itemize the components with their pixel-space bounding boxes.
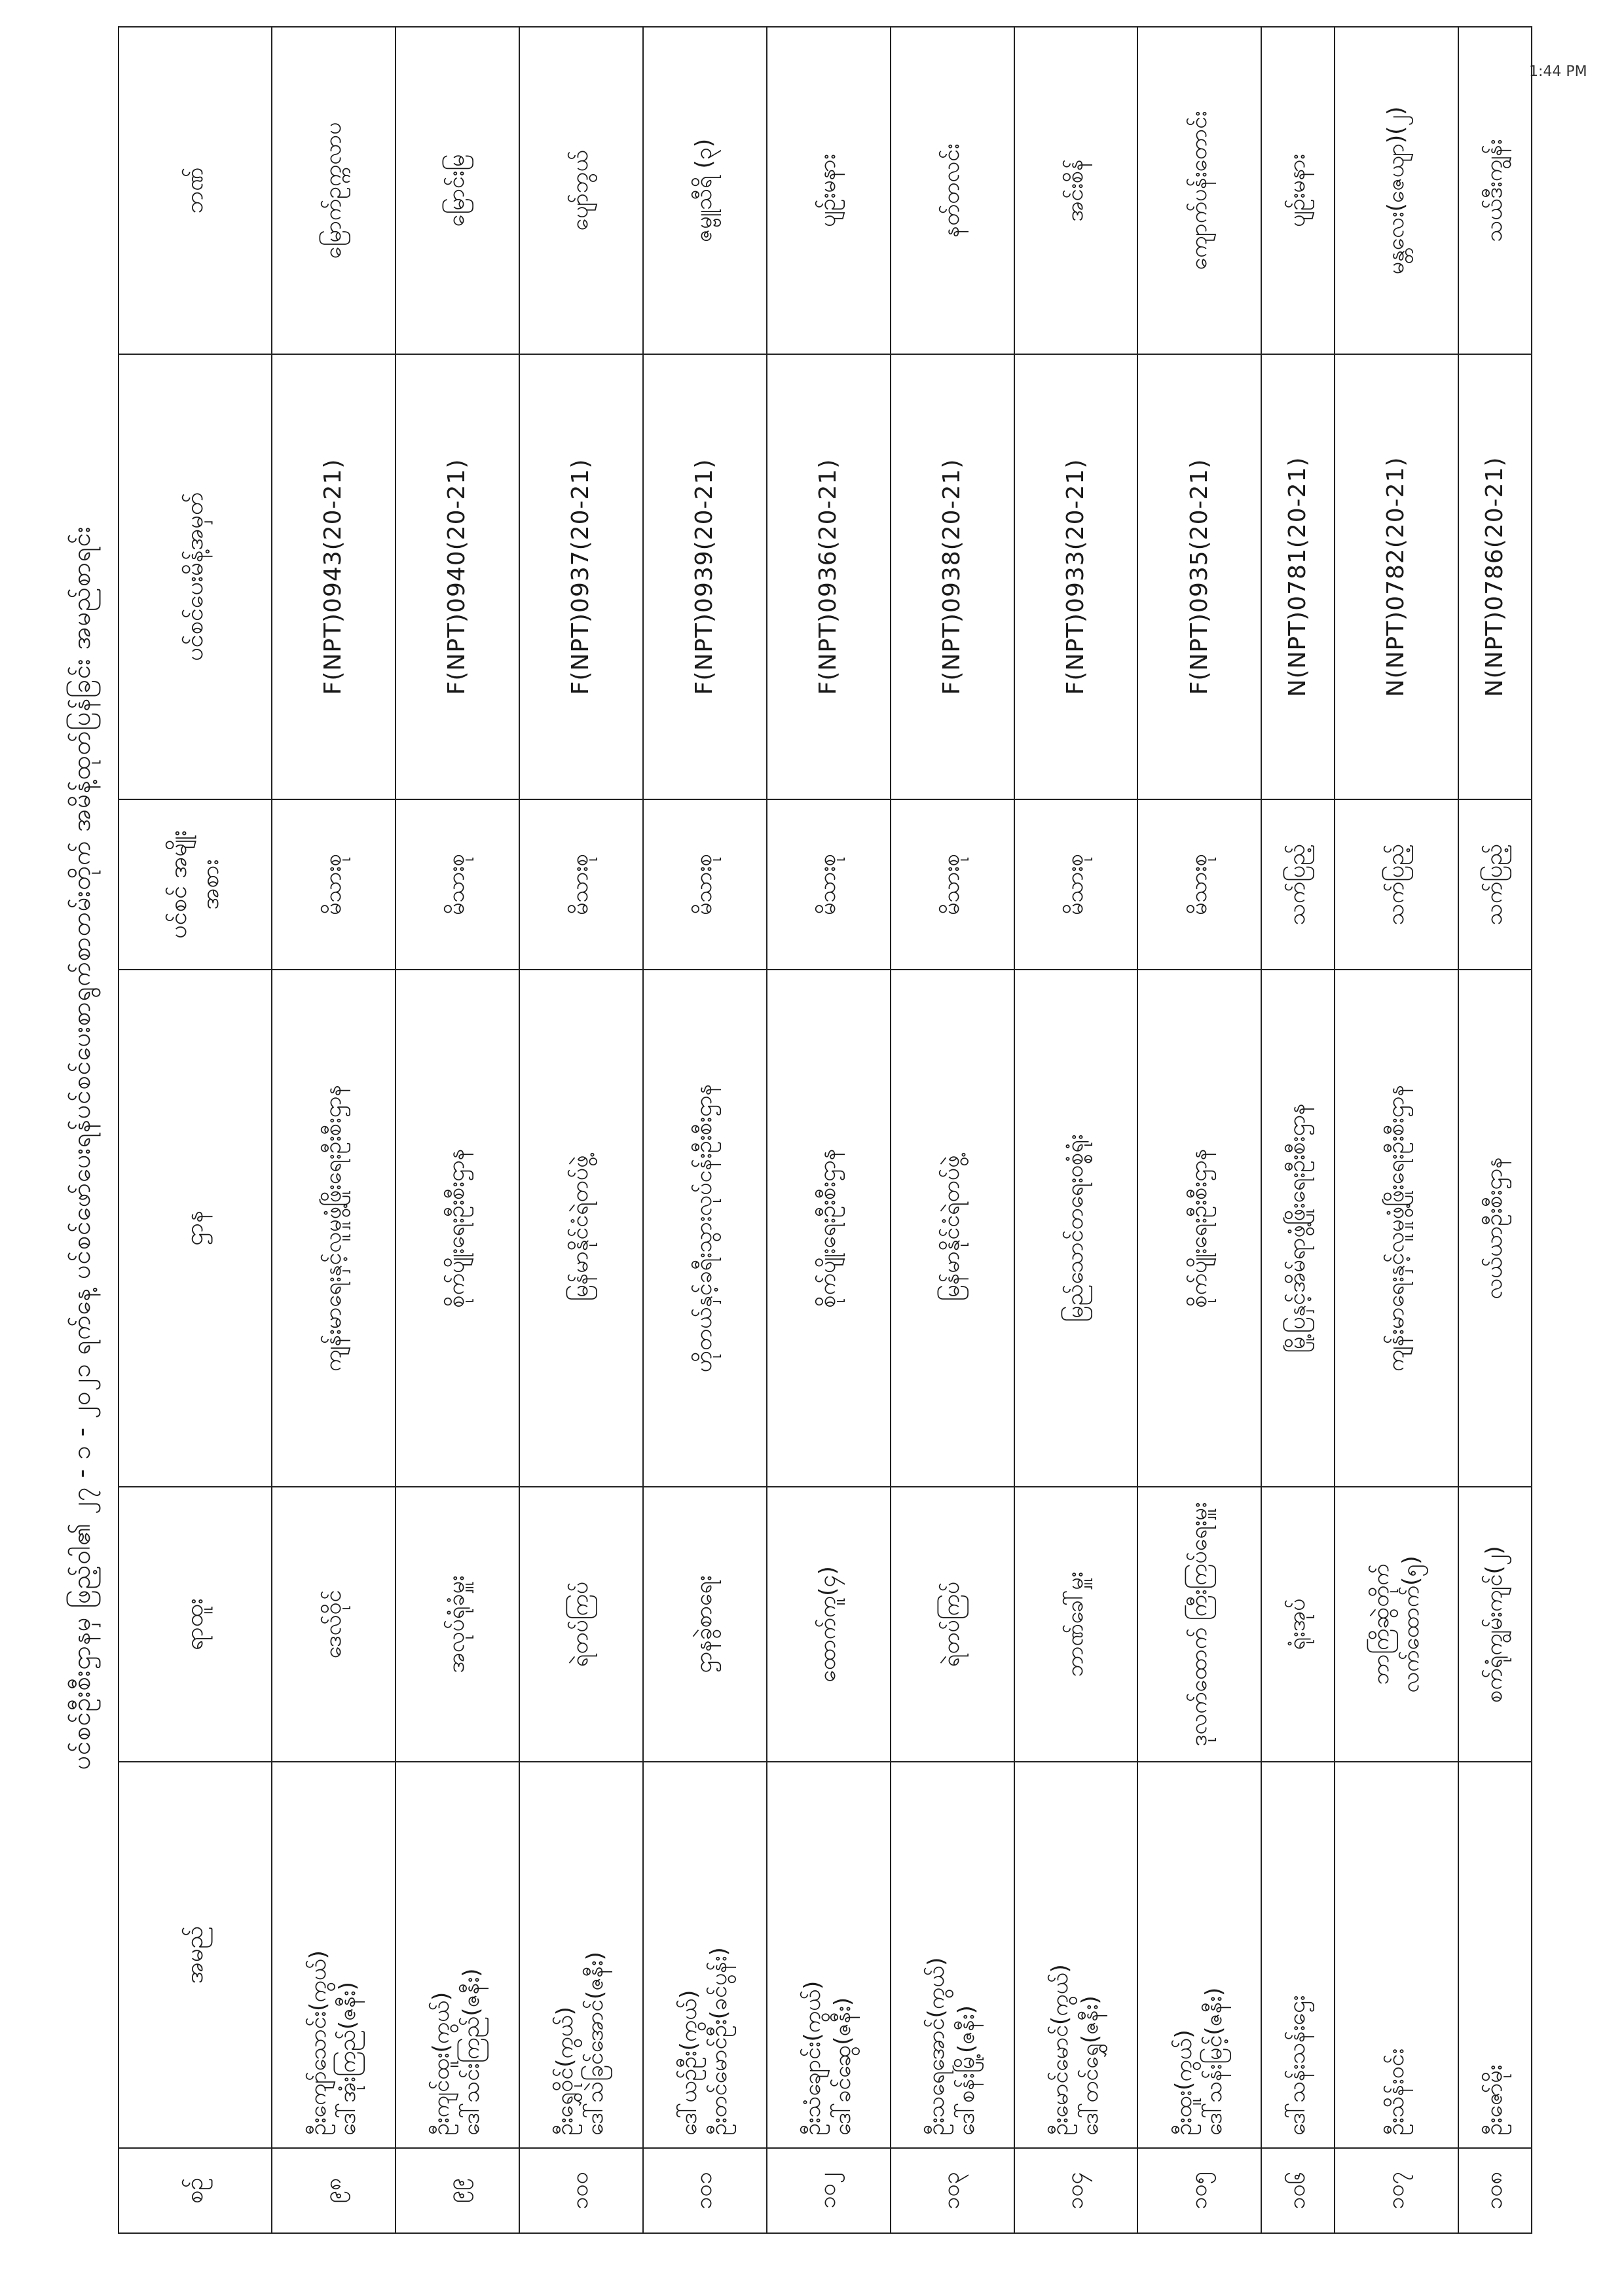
- table-row: [891, 27, 1014, 2233]
- header-department: ဌာန: [119, 970, 272, 1487]
- cell-pension-type: မိသားစု: [519, 799, 643, 970]
- cell-department-line: မြန်မာနိုင်ငံရဲတပ်ဖွဲ့: [938, 1155, 965, 1302]
- header-pension-type: ပင်စင် အမျိုးအစား: [119, 799, 272, 970]
- cell-department-line: မြည်သောင်တရေးဝစ္စံရုံး: [1062, 1134, 1089, 1322]
- header-no: စဉ်: [119, 2148, 272, 2233]
- table-row: [1335, 27, 1458, 2233]
- cell-rank: ရုံးအုပ်: [1261, 1487, 1335, 1762]
- cell-department-line: စိုက်ပျိုးရေးဦးစီးဌာန: [1185, 1148, 1212, 1308]
- document-title: ပင်စင်ဦးစီးဌာနမှ ဖြည့်ဝါ၏ ၂၇ - ၁ - ၂၀၂၁ ရက်နေ့ ပင်စင်ဖော်ပေးရန်ပင်စင်ပေးစာရွက်စာတမ်းတိုက် အမိန့်ထုတ်ပြန်ခြင်း အမည်စာရင်း: [67, 526, 96, 1770]
- cell-name-line: ဒေါ်သင်းကြည်(ဇနီး): [458, 1968, 485, 2136]
- cell-name-line: ဦးထူး(ကွယ်): [1171, 2030, 1198, 2136]
- table-row: [272, 27, 396, 2233]
- cell-pension-type: သက်ပြည့်: [1458, 799, 1532, 970]
- cell-name: [396, 1762, 519, 2148]
- cell-name: [643, 1762, 767, 2148]
- cell-department: [643, 970, 767, 1487]
- cell-pension-order-no: F(NPT)0940(20-21): [396, 354, 519, 799]
- table-row: [1458, 27, 1532, 2233]
- cell-name-line: ဒေါ်သဲခြင်အောင်(ဇနီး): [582, 1952, 609, 2136]
- cell-pension-order-no: N(NPT)0781(20-21): [1261, 354, 1335, 799]
- cell-pension-type: သက်ပြည့်: [1261, 799, 1335, 970]
- cell-township: ဇမ္ဗူသီရိ (၃): [643, 27, 767, 354]
- table-row: [1261, 27, 1335, 2233]
- cell-rank: ဒေလ်ဝိုင်: [272, 1487, 396, 1762]
- table-body: [272, 27, 1532, 2233]
- cell-pension-order-no: F(NPT)0938(20-21): [891, 354, 1014, 799]
- cell-name-line: ဒေါ်စန်းမြို့(ဇနီး): [953, 2005, 980, 2136]
- cell-pension-type: မိသားစု: [1014, 799, 1138, 970]
- cell-pension-type: မိသားစု: [891, 799, 1014, 970]
- cell-pension-type: သက်ပြည့်: [1335, 799, 1458, 970]
- cell-pension-order-no: N(NPT)0782(20-21): [1335, 354, 1458, 799]
- cell-rank: ဌာနခွဲစာရေး: [643, 1487, 767, 1762]
- cell-department: [891, 970, 1014, 1487]
- cell-department-line: စိုက်ပျိုးရေးဦးစီးဌာန: [443, 1148, 470, 1308]
- cell-department-line: ကျန်းမာရေးနှင့်လူမှုဖွံ့ဖြိုးရေးဦးစီးဌာန: [320, 1084, 346, 1372]
- cell-name: [272, 1762, 396, 2148]
- cell-department-line: ဟိုတယ်နှင့်ခရီးသွားလုပ်ငန်းဦးစီးဌာန: [691, 1084, 718, 1373]
- cell-name-line: ဒေါ်သန်းမြင့်(ဇနီး): [1200, 1987, 1227, 2136]
- cell-name-line: ဦးတင်မောင်ဦး(ခင်ပွန်း): [706, 1947, 733, 2136]
- cell-name: [767, 1762, 891, 2148]
- cell-no: ၉၉: [396, 2148, 519, 2233]
- header-pension-order-no: ပင်စင်ပေးမိန့်အမှတ်: [119, 354, 272, 799]
- cell-name-line: ဦးရွှေဝိုင်(ကွယ်): [552, 2007, 579, 2136]
- cell-name-line: ဦးဇော်မိုး: [1481, 2064, 1508, 2136]
- cell-pension-order-no: F(NPT)0943(20-21): [272, 354, 396, 799]
- cell-pension-order-no: F(NPT)0933(20-21): [1014, 354, 1138, 799]
- cell-rank: ရဲတပ်ကြပ်: [891, 1487, 1014, 1762]
- table-header-row: [119, 27, 272, 2233]
- cell-name-line: ဒေါ်သန်းသန်းဌေး: [1284, 1995, 1311, 2136]
- cell-name-line: ဦးကျော်သောင်း(ကွယ်): [304, 1950, 331, 2136]
- cell-department-line: လယ်ယာဦးစီးဌာန: [1481, 1157, 1508, 1300]
- cell-township: မန္တလေး(ဇေယျာ)(၂): [1335, 27, 1458, 354]
- cell-pension-order-no: F(NPT)0936(20-21): [767, 354, 891, 799]
- cell-name-line: ဒေါ်အုံးကြည်(ဇနီး): [335, 1982, 361, 2136]
- cell-department: [272, 970, 396, 1487]
- cell-pension-type: မိသားစု: [767, 799, 891, 970]
- cell-rank: ဘာကြိဆွဲတိုက် လက်ထောက်(၅): [1335, 1487, 1458, 1762]
- cell-no: ၁၀၁: [643, 2148, 767, 2233]
- print-timestamp: 1:44 PM: [1529, 64, 1587, 80]
- cell-department: [1261, 970, 1335, 1487]
- cell-department: [1137, 970, 1261, 1487]
- table-row: [643, 27, 767, 2233]
- cell-department: [767, 970, 891, 1487]
- table-row: [1137, 27, 1261, 2233]
- cell-department-line: မြို့ပြနှင့်အိမ်ရာဖွံ့ဖြိုးရေးဦးစီးဌာန: [1284, 1103, 1311, 1353]
- cell-township: ကျောက်ပန်းတောင်း: [1137, 27, 1261, 354]
- cell-pension-order-no: N(NPT)0786(20-21): [1458, 354, 1532, 799]
- cell-rank: အလုပ်ရုံခံမှူး: [396, 1487, 519, 1762]
- cell-name: [1458, 1762, 1532, 2148]
- cell-name-line: ဒေါ်ခင်ဆွေ(ဇနီး): [830, 1997, 857, 2136]
- table-row: [1014, 27, 1138, 2233]
- cell-rank: ဘာဏ်ခေါ်မှူး: [1014, 1487, 1138, 1762]
- cell-pension-order-no: F(NPT)0935(20-21): [1137, 354, 1261, 799]
- cell-pension-order-no: F(NPT)0939(20-21): [643, 354, 767, 799]
- cell-no: ၁၀၀: [519, 2148, 643, 2233]
- cell-name-line: ဦးသံချောင်း(ကွယ်): [800, 1980, 826, 2136]
- cell-rank: စက်ရုံကျွမ်းကျင်(၂): [1458, 1487, 1532, 1762]
- cell-name-line: ဦးသရေအောင်(ကွယ်): [923, 1957, 950, 2136]
- cell-no: ၁၀၆: [1261, 2148, 1335, 2233]
- cell-township: ပျဉ်းမနား: [767, 27, 891, 354]
- cell-name-line: ဒေါ်တင်ရွှေ(ဇနီး): [1077, 1995, 1103, 2136]
- cell-no: ၁၀၇: [1335, 2148, 1458, 2233]
- cell-township: သယ်ဒီးကျွန်း: [1458, 27, 1532, 354]
- cell-pension-type: မိသားစု: [643, 799, 767, 970]
- cell-rank: ရဲတပ်ကြပ်: [519, 1487, 643, 1762]
- pension-table: [118, 26, 1532, 2234]
- cell-name-line: ဦးမောင်မောင်(ကွယ်): [1047, 1964, 1074, 2136]
- cell-rank: ထောက်ကူ(၄): [767, 1487, 891, 1762]
- cell-department: [1458, 970, 1532, 1487]
- cell-no: ၁၀၃: [891, 2148, 1014, 2233]
- cell-name-line: ဦးကျင်ထူး(ကွယ်): [428, 1992, 455, 2136]
- cell-name-line: ဒေါ်ယဉ်ဦး(ကွယ်): [676, 1990, 703, 2136]
- cell-department: [396, 970, 519, 1487]
- cell-pension-type: မိသားစု: [1137, 799, 1261, 970]
- header-township: ဘဏ်: [119, 27, 272, 354]
- cell-name-line: ဦးသိန်းဝင်း: [1382, 2048, 1409, 2136]
- cell-name: [1335, 1762, 1458, 2148]
- table-row: [396, 27, 519, 2233]
- cell-department-line: ကျန်းမာရေးနှင့်လူမှုဖွံ့ဖြိုးရေးဦးစီးဌာန: [1382, 1084, 1409, 1372]
- cell-pension-type: မိသားစု: [396, 799, 519, 970]
- cell-name: [519, 1762, 643, 2148]
- cell-no: ၁၀၄: [1014, 2148, 1138, 2233]
- cell-township: ပျဉ်းမနား: [1261, 27, 1335, 354]
- cell-pension-type: မိသားစု: [272, 799, 396, 970]
- header-name: အမည်: [119, 1762, 272, 2148]
- cell-department-line: စိုက်ပျိုးရေးဦးစီးဌာန: [815, 1148, 841, 1308]
- cell-department: [519, 970, 643, 1487]
- header-rank: ရာထူး: [119, 1487, 272, 1762]
- cell-name: [1261, 1762, 1335, 2148]
- cell-rank: ဒုလက်ထောက် ကြီးကြပ်ရေးမှူး: [1137, 1487, 1261, 1762]
- cell-name: [1137, 1762, 1261, 2148]
- cell-pension-order-no: F(NPT)0937(20-21): [519, 354, 643, 799]
- cell-no: ၁၀၅: [1137, 2148, 1261, 2233]
- cell-township: အင်းစိန်: [1014, 27, 1138, 354]
- table-row: [767, 27, 891, 2233]
- pension-table-container: [118, 27, 1532, 2234]
- cell-department: [1014, 970, 1138, 1487]
- cell-township: မြောက်ဥက္ကလာပ: [272, 27, 396, 354]
- cell-no: ၁၀၈: [1458, 2148, 1532, 2233]
- cell-township: ပျော်ဘွယ်: [519, 27, 643, 354]
- cell-no: ၉၈: [272, 2148, 396, 2233]
- cell-township: နတ်တလင်း: [891, 27, 1014, 354]
- cell-department-line: မြန်မာနိုင်ငံရဲတပ်ဖွဲ့: [567, 1155, 594, 1302]
- cell-name: [891, 1762, 1014, 2148]
- cell-name: [1014, 1762, 1138, 2148]
- cell-township: မြောင်းမြ: [396, 27, 519, 354]
- table-row: [519, 27, 643, 2233]
- cell-no: ၁၀၂: [767, 2148, 891, 2233]
- cell-department: [1335, 970, 1458, 1487]
